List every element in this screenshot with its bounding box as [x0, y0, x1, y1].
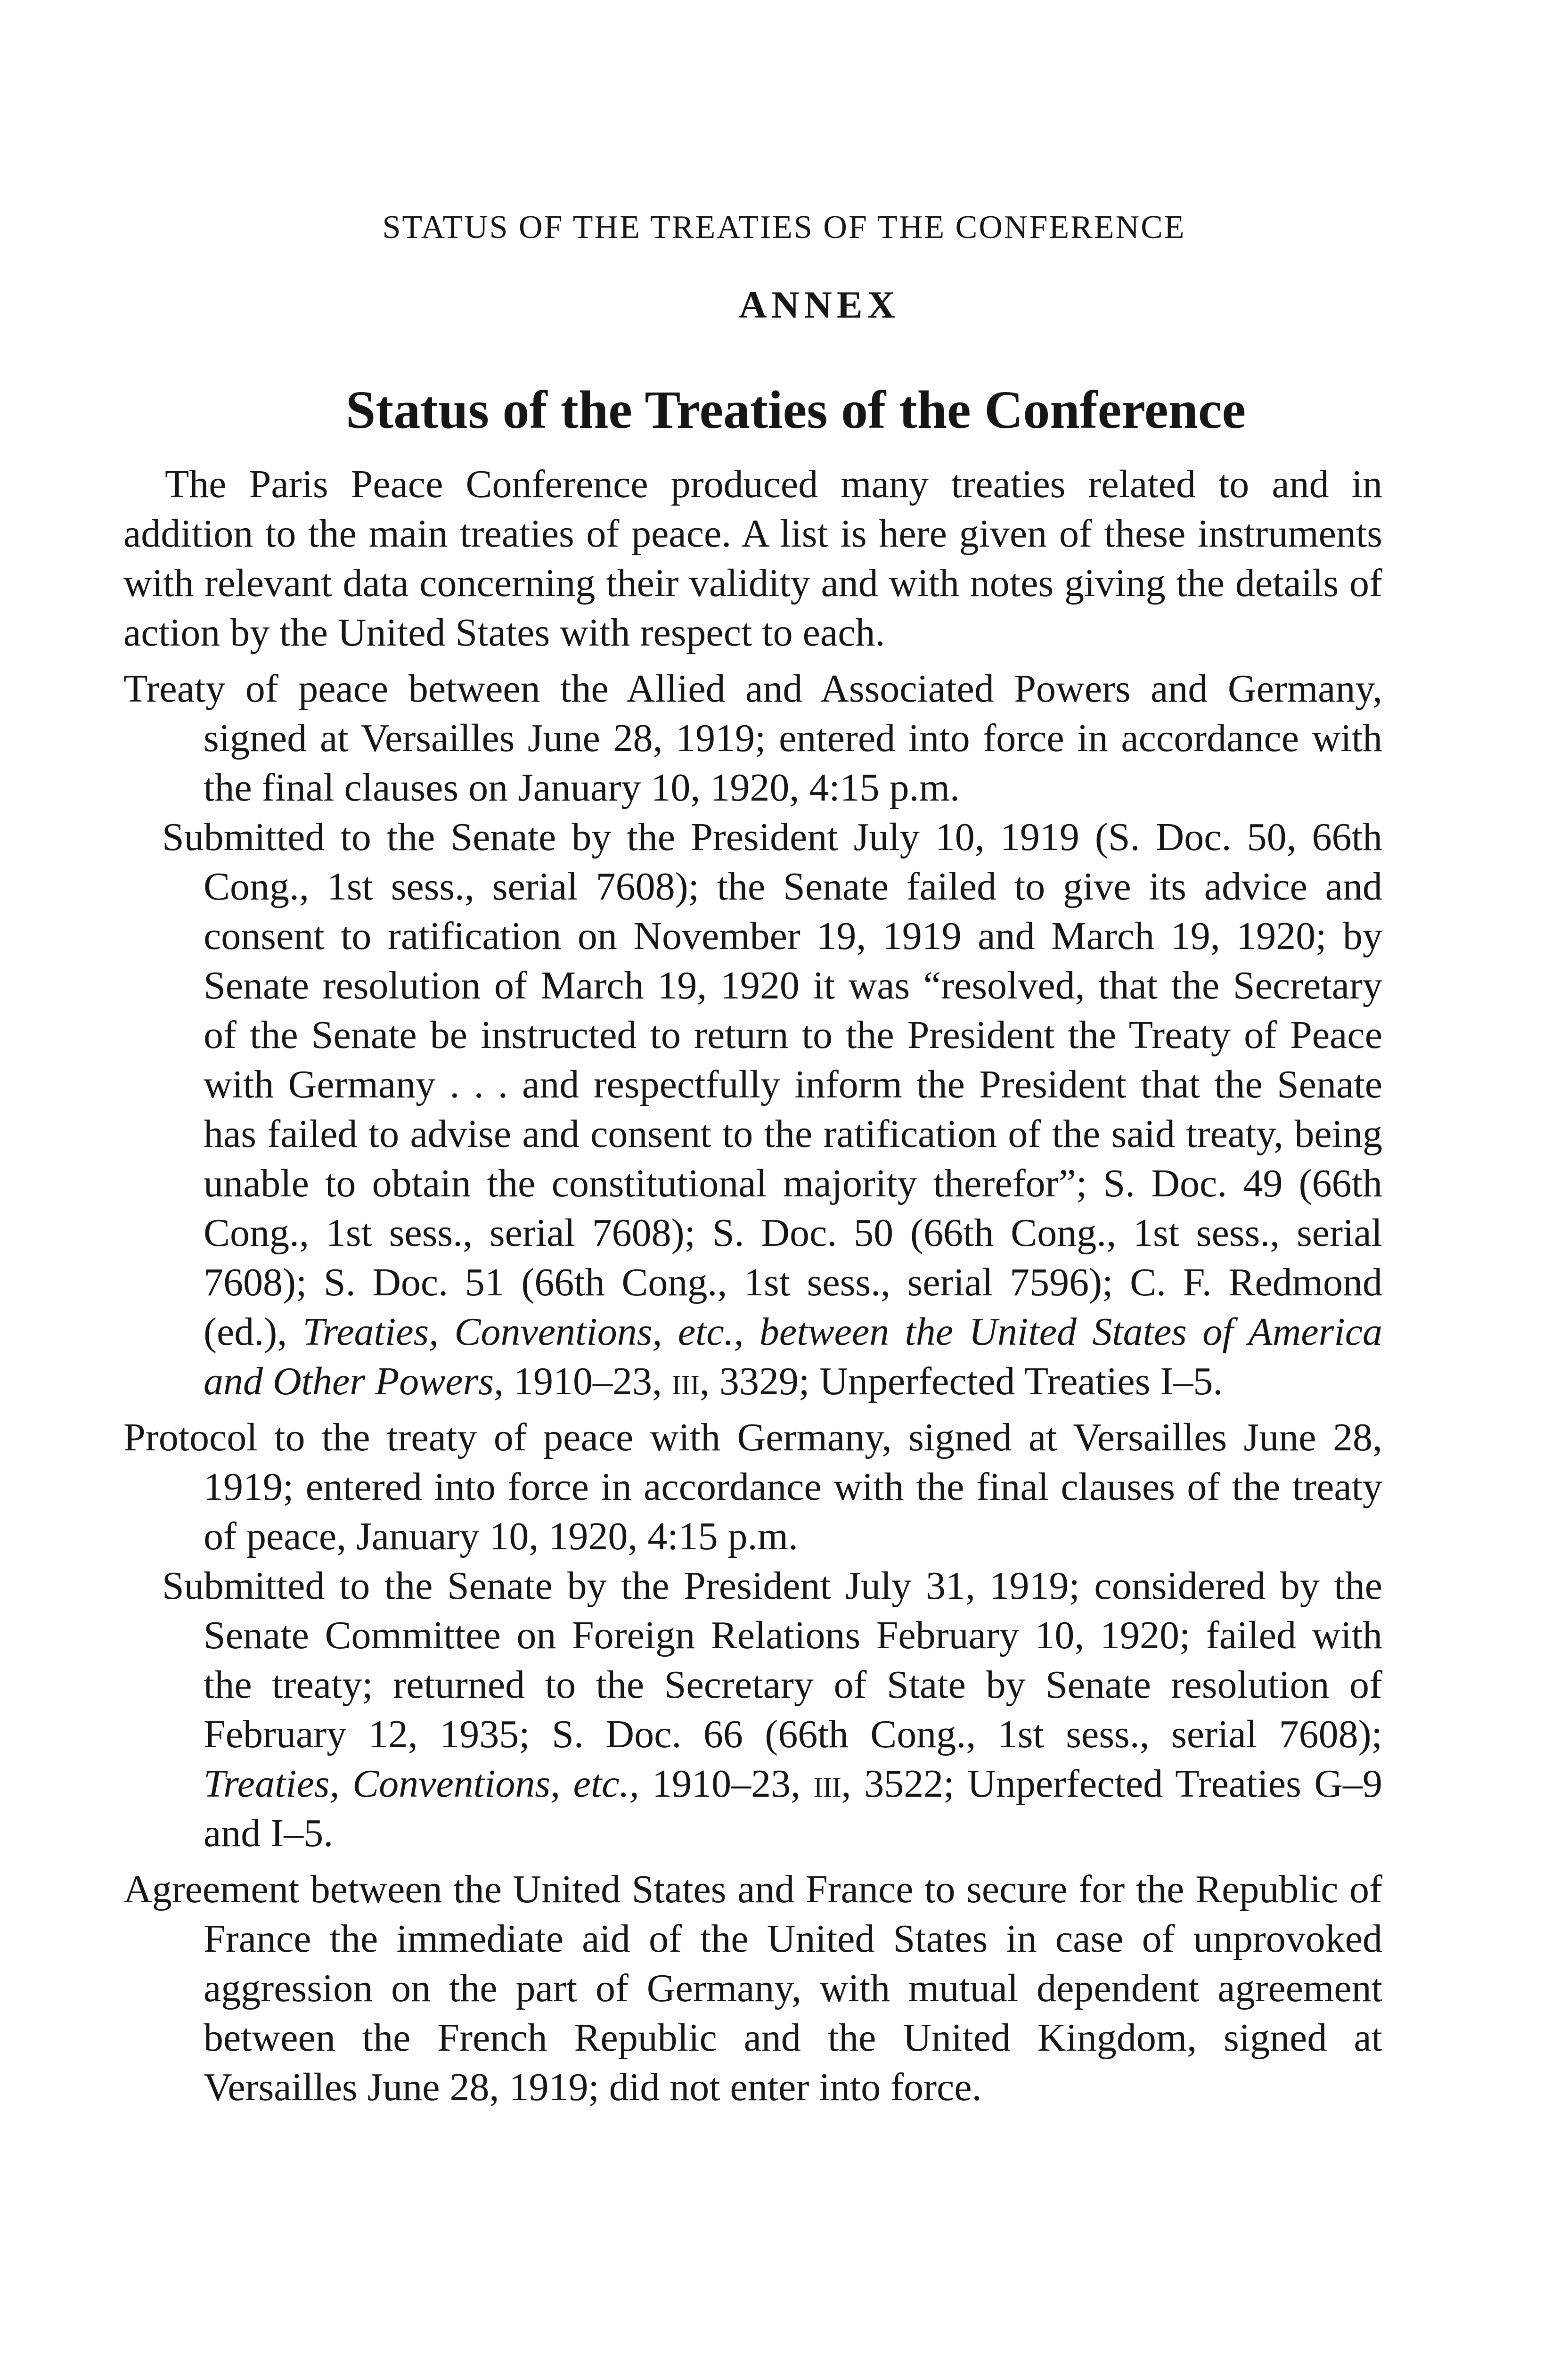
note-citation-title: Treaties, Conventions, etc.,	[204, 1762, 639, 1806]
note-text: 1910–23,	[513, 1359, 672, 1403]
treaty-entry-note	[123, 1561, 1382, 1858]
treaty-entry-heading: Protocol to the treaty of peace with Germany, signed at Versailles June 28, 1919; entered into force in accordance with the final clauses of the treaty of peace, January 10, 1920, 4:15 p.m.	[123, 1415, 1382, 1558]
note-text: Submitted to the Senate by the President July 31, 1919; considered by the Senate Committee on Foreign Relations February 10, 1920; failed with the treaty; returned to the Secretary of State by Senate resolution of February 12, 1935; S. Doc. 66 (66th Cong., 1st sess., serial 7608);	[162, 1564, 1382, 1756]
note-volume: iii	[671, 1359, 700, 1403]
note-text: , 3522; Unperfected Treaties G–9 and I–5.	[204, 1762, 1383, 1855]
note-text: Submitted to the Senate by the President July 10, 1919 (S. Doc. 50, 66th Cong., 1st sess., serial 7608); the Senate failed to give its advice and consent to ratification on November 19, 1919 and March 19, 1920; by Senate resolution of March 19, 1920 it was “resolved, that the Secretary of the Senate be instructed to return to the President the Treaty of Peace with Germany . . . and respectfully inform the President that the Senate has failed to advise and consent to the ratification of the said treaty, being unable to obtain the constitutional majority therefor”; S. Doc. 49 (66th Cong., 1st sess., serial 7608); S. Doc. 50 (66th Cong., 1st sess., serial 7608); S. Doc. 51 (66th Cong., 1st sess., serial 7596); C. F. Redmond (ed.),	[162, 815, 1382, 1354]
treaty-entry-note	[123, 812, 1382, 1406]
note-text: 1910–23,	[652, 1762, 801, 1806]
note-text: , 3329; Unperfected Treaties I–5.	[699, 1359, 1223, 1403]
annex-heading: ANNEX	[739, 283, 900, 326]
treaty-entry-heading: Treaty of peace between the Allied and Associated Powers and Germany, signed at Versailles June 28, 1919; entered into force in accordance with the final clauses on January 10, 1920, 4:15 p.m.	[123, 667, 1382, 810]
note-citation-title: Treaties, Conventions, etc., between the United States of America and Other Powers,	[204, 1310, 1382, 1403]
intro-paragraph: The Paris Peace Conference produced many treaties related to and in addition to the main treaties of peace. A list is here given of these instruments with relevant data concerning their validity and with notes giving the details of action by the United States with respect to each.	[123, 462, 1382, 654]
note-volume: iii	[813, 1762, 841, 1806]
treaty-entry-heading: Agreement between the United States and France to secure for the Republic of France the immediate aid of the United States in case of unprovoked aggression on the part of Germany, with mutual dependent agreement between the French Republic and the United Kingdom, signed at Versailles June 28, 1919; did not enter into force.	[123, 1867, 1382, 2109]
running-head: STATUS OF THE TREATIES OF THE CONFERENCE	[382, 209, 1186, 245]
page-title: Status of the Treaties of the Conference	[345, 380, 1246, 440]
body-text	[123, 459, 1382, 2112]
